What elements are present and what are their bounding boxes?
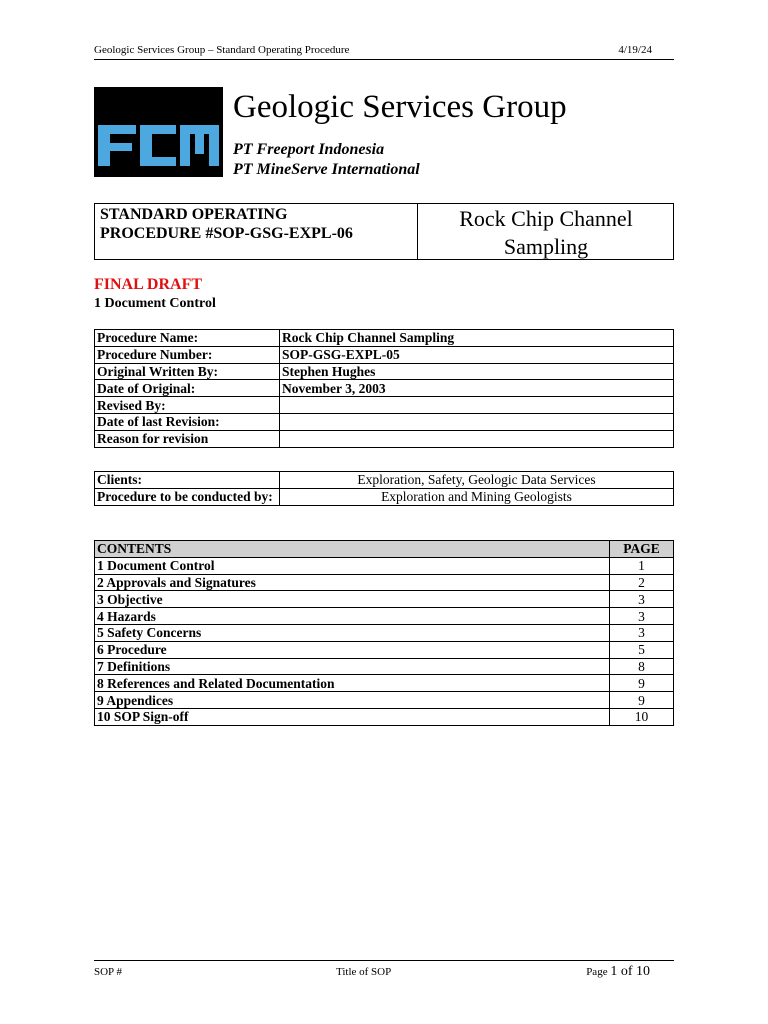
contents-row [95, 608, 674, 625]
doc-control-row [95, 430, 674, 447]
doc-control-key: Date of last Revision: [95, 413, 280, 430]
contents-row [95, 574, 674, 591]
doc-control-row [95, 363, 674, 380]
org-title: Geologic Services Group [233, 89, 567, 125]
clients-key: Procedure to be conducted by: [95, 488, 280, 505]
contents-title: 2 Approvals and Signatures [95, 574, 610, 591]
clients-value: Exploration and Mining Geologists [280, 488, 674, 505]
contents-title: 9 Appendices [95, 692, 610, 709]
doc-control-row [95, 397, 674, 414]
contents-page: 2 [610, 574, 674, 591]
doc-control-value: SOP-GSG-EXPL-05 [280, 346, 674, 363]
doc-control-row [95, 346, 674, 363]
contents-title: 8 References and Related Documentation [95, 675, 610, 692]
footer-page-prefix: Page [586, 966, 611, 978]
org-subtitle-2: PT MineServe International [233, 161, 420, 178]
contents-page: 9 [610, 692, 674, 709]
footer-title: Title of SOP [336, 966, 392, 978]
contents-title: 5 Safety Concerns [95, 624, 610, 641]
footer-page-number: 1 of 10 [610, 964, 650, 979]
doc-control-key: Original Written By: [95, 363, 280, 380]
contents-page: 3 [610, 591, 674, 608]
contents-page: 8 [610, 658, 674, 675]
contents-header: CONTENTS [95, 541, 610, 558]
document-control-table [94, 329, 674, 448]
doc-control-value [280, 430, 674, 447]
doc-control-key: Procedure Number: [95, 346, 280, 363]
contents-row [95, 692, 674, 709]
sop-title-line-2: Sampling [503, 234, 589, 259]
sop-title-box [94, 203, 674, 260]
page-header [94, 43, 674, 60]
doc-control-value: Stephen Hughes [280, 363, 674, 380]
org-subtitle-1: PT Freeport Indonesia [233, 141, 385, 158]
contents-page: 10 [610, 708, 674, 725]
contents-row [95, 557, 674, 574]
contents-row [95, 641, 674, 658]
doc-control-key: Revised By: [95, 397, 280, 414]
contents-row [95, 675, 674, 692]
sop-number-cell [95, 204, 418, 259]
doc-control-row [95, 380, 674, 397]
footer-page [586, 964, 650, 980]
contents-row [95, 591, 674, 608]
clients-table [94, 471, 674, 506]
clients-key: Clients: [95, 472, 280, 489]
doc-control-value [280, 413, 674, 430]
sop-title-line-1: Rock Chip Channel [459, 206, 633, 231]
contents-title: 1 Document Control [95, 557, 610, 574]
contents-title: 7 Definitions [95, 658, 610, 675]
doc-control-key: Date of Original: [95, 380, 280, 397]
contents-page: 3 [610, 608, 674, 625]
contents-row [95, 658, 674, 675]
header-title: Geologic Services Group – Standard Operating Procedure [94, 44, 350, 56]
header-date: 4/19/24 [618, 44, 652, 56]
fcx-logo-graphic [94, 87, 223, 177]
doc-control-value [280, 397, 674, 414]
section-heading: 1 Document Control [94, 296, 216, 311]
contents-row [95, 624, 674, 641]
draft-label: FINAL DRAFT [94, 276, 203, 293]
contents-page: 1 [610, 557, 674, 574]
clients-value: Exploration, Safety, Geologic Data Services [280, 472, 674, 489]
page-header-cell: PAGE [610, 541, 674, 558]
contents-row [95, 708, 674, 725]
doc-control-row [95, 413, 674, 430]
contents-page: 5 [610, 641, 674, 658]
contents-title: 3 Objective [95, 591, 610, 608]
contents-page: 3 [610, 624, 674, 641]
doc-control-key: Procedure Name: [95, 330, 280, 347]
sop-title-cell [419, 204, 673, 259]
contents-title: 6 Procedure [95, 641, 610, 658]
footer-sop: SOP # [94, 966, 123, 978]
doc-control-key: Reason for revision [95, 430, 280, 447]
page-footer [94, 960, 674, 979]
contents-title: 4 Hazards [95, 608, 610, 625]
contents-table [94, 540, 674, 726]
sop-line-2: PROCEDURE #SOP-GSG-EXPL-06 [100, 225, 353, 242]
fcx-logo [94, 87, 223, 177]
contents-title: 10 SOP Sign-off [95, 708, 610, 725]
doc-control-row [95, 330, 674, 347]
clients-row [95, 472, 674, 489]
sop-line-1: STANDARD OPERATING [100, 206, 288, 223]
contents-header-row [95, 541, 674, 558]
doc-control-value: November 3, 2003 [280, 380, 674, 397]
clients-row [95, 488, 674, 505]
contents-page: 9 [610, 675, 674, 692]
doc-control-value: Rock Chip Channel Sampling [280, 330, 674, 347]
